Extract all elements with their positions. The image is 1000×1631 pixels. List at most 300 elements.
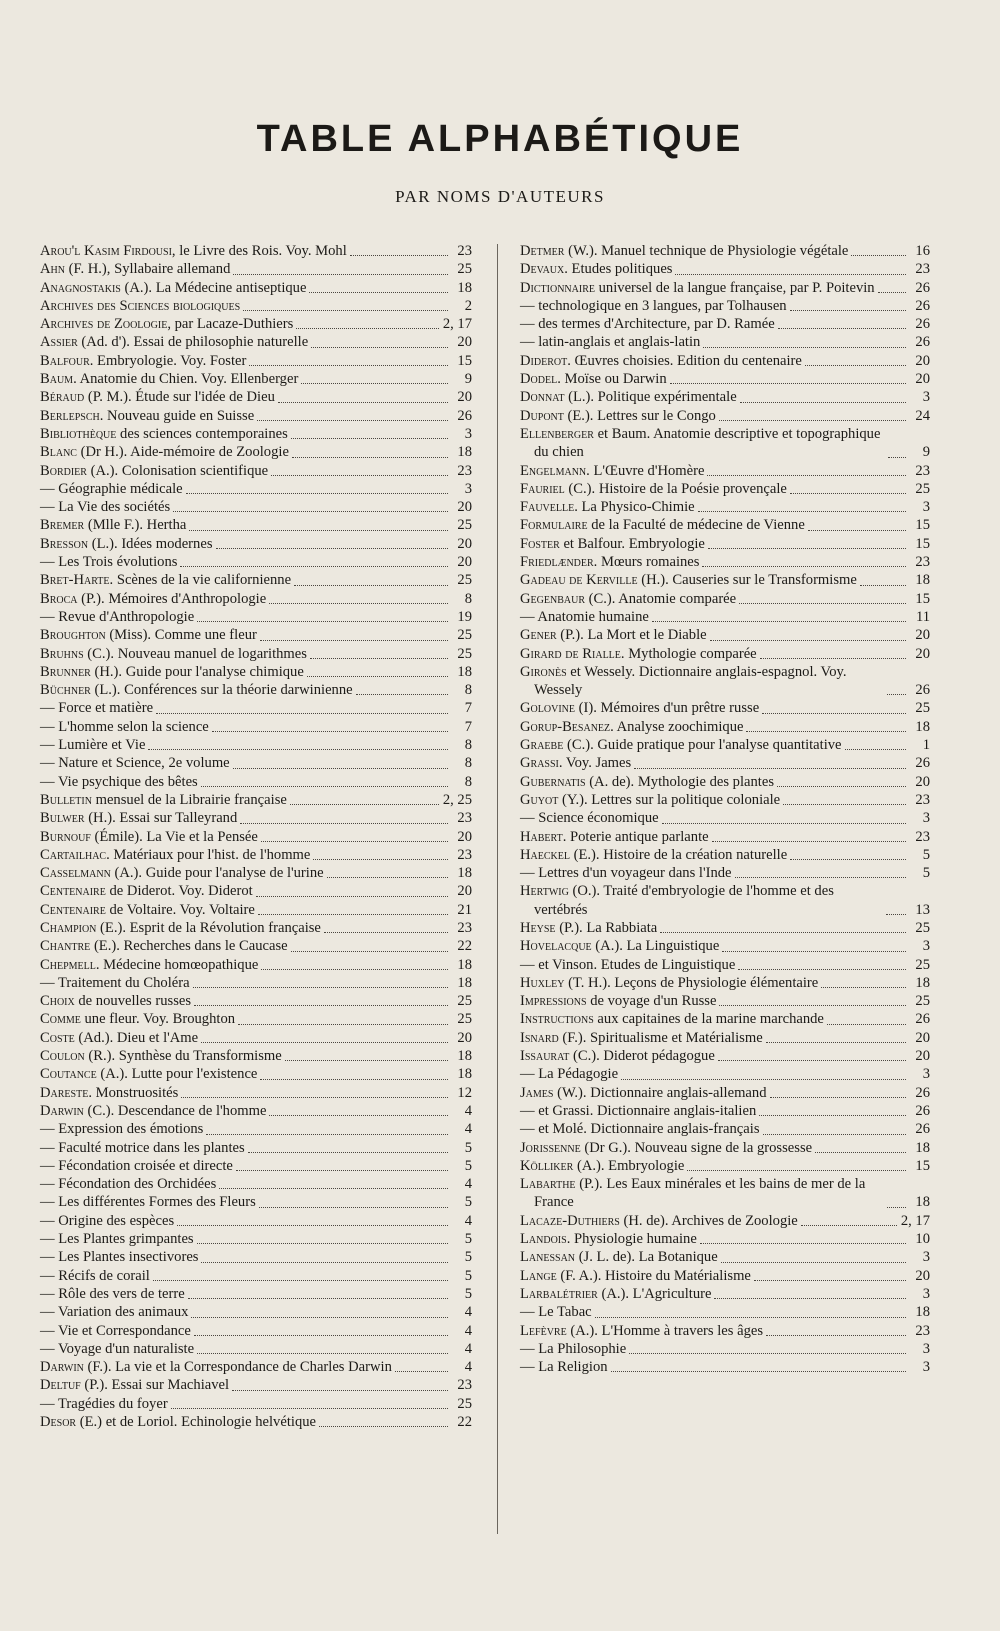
entry-text: — Fécondation croisée et directe — [40, 1157, 233, 1174]
index-entry — [520, 1120, 930, 1138]
entry-title — [40, 718, 209, 736]
entry-author: Gorup-Besanez — [520, 718, 611, 735]
index-entry — [520, 773, 930, 791]
entry-page-number: 25 — [457, 517, 472, 534]
entry-text: (Dr G.). Nouveau signe de la grossesse — [580, 1139, 813, 1156]
dot-leader — [194, 1005, 448, 1006]
entry-author: Bulwer — [40, 810, 85, 827]
dot-leader — [236, 1170, 448, 1171]
entry-author: Assier — [40, 334, 78, 351]
dot-leader — [790, 310, 906, 311]
index-entry — [520, 1358, 930, 1376]
index-entry — [520, 1029, 930, 1047]
entry-text: — latin-anglais et anglais-latin — [520, 334, 701, 351]
entry-text: et Baum. Anatomie descriptive et topographique du chien — [534, 425, 881, 461]
index-entry — [40, 1358, 472, 1376]
entry-text: (A.). La Linguistique — [591, 938, 720, 955]
entry-text: (L.). Idées modernes — [88, 535, 213, 552]
entry-title — [520, 1102, 756, 1120]
entry-title — [520, 992, 716, 1010]
entry-page-number: 5 — [464, 1194, 472, 1211]
index-entry — [40, 498, 472, 516]
entry-title — [40, 498, 170, 516]
entry-text: (Miss). Comme une fleur — [105, 627, 257, 644]
entry-author: Friedlænder — [520, 554, 594, 571]
entry-page-number: 23 — [915, 828, 930, 845]
entry-page-number: 3 — [922, 1285, 930, 1302]
entry-author: Gegenbaur — [520, 590, 585, 607]
entry-text: . Analyse zoochimique — [610, 718, 744, 735]
index-entry — [520, 1303, 930, 1321]
entry-page-number: 25 — [457, 572, 472, 589]
entry-text: (O.). Traité d'embryologie de l'homme et des vertébrés — [534, 883, 834, 918]
dot-leader — [808, 530, 906, 531]
index-entry — [520, 974, 930, 992]
entry-text: (P.). La Mort et le Diable — [556, 627, 707, 644]
entry-page-number: 23 — [915, 791, 930, 808]
index-entry — [520, 864, 930, 882]
index-entry — [520, 736, 930, 754]
dot-leader — [629, 1353, 906, 1354]
entry-page-number: 18 — [457, 865, 472, 882]
entry-title — [40, 773, 198, 791]
index-entry — [40, 937, 472, 955]
dot-leader — [261, 969, 448, 970]
entry-title — [40, 279, 306, 297]
index-entry — [520, 846, 930, 864]
entry-text: . Voy. James — [558, 755, 632, 772]
index-entry — [520, 718, 930, 736]
entry-author: Balfour — [40, 352, 90, 369]
index-entry — [40, 333, 472, 351]
entry-title — [520, 297, 787, 315]
entry-text: (A.). Guide pour l'analyse de l'urine — [110, 865, 324, 882]
entry-text: — Lettres d'un voyageur dans l'Inde — [520, 865, 732, 882]
entry-page-number: 11 — [915, 608, 930, 625]
entry-author: Jorissenne — [520, 1139, 581, 1156]
entry-author: Burnouf — [40, 828, 91, 845]
index-entry — [40, 663, 472, 681]
entry-title — [520, 828, 709, 846]
dot-leader — [310, 658, 448, 659]
entry-author: Brunner — [40, 663, 91, 680]
entry-page-number: 26 — [915, 682, 930, 699]
entry-title — [40, 974, 190, 992]
dot-leader — [790, 493, 906, 494]
dot-leader — [219, 1188, 448, 1189]
index-entry — [520, 882, 930, 919]
entry-page-number: 18 — [915, 1304, 930, 1321]
index-entry — [40, 297, 472, 315]
entry-author: Casselmann — [40, 865, 111, 882]
index-entry — [520, 1285, 930, 1303]
index-entry — [520, 828, 930, 846]
index-entry — [520, 590, 930, 608]
dot-leader — [319, 1426, 448, 1427]
entry-author: Ahn — [40, 261, 65, 278]
dot-leader — [719, 420, 906, 421]
entry-text: (Mlle F.). Hertha — [84, 517, 187, 534]
dot-leader — [395, 1371, 448, 1372]
entry-page-number: 26 — [915, 1011, 930, 1028]
index-entry — [40, 1193, 472, 1211]
entry-title — [40, 516, 186, 534]
entry-title — [520, 1120, 760, 1138]
entry-text: (C.). Descendance de l'homme — [83, 1102, 267, 1119]
dot-leader — [700, 1243, 906, 1244]
dot-leader — [156, 713, 448, 714]
entry-author: Desor — [40, 1414, 77, 1430]
entry-title — [520, 590, 736, 608]
entry-title — [40, 846, 310, 864]
dot-leader — [886, 914, 906, 915]
entry-page-number: 3 — [922, 810, 930, 827]
entry-text: (J. L. de). La Botanique — [575, 1249, 718, 1266]
entry-page-number: 4 — [464, 1102, 472, 1119]
index-entry — [520, 809, 930, 827]
entry-page-number: 5 — [464, 1249, 472, 1266]
dot-leader — [790, 859, 906, 860]
index-entry — [520, 992, 930, 1010]
entry-title — [40, 443, 289, 461]
entry-text: (P.). Mémoires d'Anthropologie — [77, 590, 267, 607]
entry-text: — Lumière et Vie — [40, 737, 146, 754]
index-entry — [520, 480, 930, 498]
dot-leader — [258, 914, 448, 915]
dot-leader — [290, 804, 439, 805]
entry-page-number: 20 — [915, 773, 930, 790]
entry-author: Devaux — [520, 261, 565, 278]
entry-text: (F. A.). Histoire du Matérialisme — [556, 1267, 751, 1284]
entry-title — [40, 736, 145, 754]
entry-text: — Nature et Science, 2e volume — [40, 755, 230, 772]
dot-leader — [888, 457, 906, 458]
entry-title — [520, 571, 857, 589]
dot-leader — [660, 932, 906, 933]
entry-title — [40, 297, 240, 315]
entry-title — [520, 516, 805, 534]
dot-leader — [292, 457, 448, 458]
dot-leader — [177, 1225, 448, 1226]
entry-page-number: 8 — [464, 682, 472, 699]
entry-page-number: 25 — [915, 956, 930, 973]
entry-text: et Balfour. Embryologie — [559, 535, 705, 552]
entry-text: . Monstruosités — [88, 1084, 179, 1101]
entry-author: Broca — [40, 590, 78, 607]
dot-leader — [173, 511, 448, 512]
entry-page-number: 26 — [915, 1102, 930, 1119]
entry-title — [520, 1340, 626, 1358]
index-entry — [520, 1175, 930, 1212]
index-entry — [40, 626, 472, 644]
dot-leader — [301, 383, 448, 384]
dot-leader — [197, 621, 448, 622]
entry-author: Hovelacque — [520, 938, 592, 955]
dot-leader — [294, 585, 448, 586]
dot-leader — [708, 548, 906, 549]
entry-text: — Voyage d'un naturaliste — [40, 1340, 195, 1357]
dot-leader — [714, 1298, 906, 1299]
entry-author: Kölliker — [520, 1157, 574, 1174]
index-entry — [520, 1084, 930, 1102]
index-entry — [40, 1084, 472, 1102]
entry-title — [40, 1157, 233, 1175]
entry-title — [520, 974, 818, 992]
entry-title — [520, 315, 775, 333]
entry-page-number: 15 — [915, 517, 930, 534]
entry-author: Centenaire — [40, 883, 106, 900]
dot-leader — [240, 823, 448, 824]
entry-title — [40, 260, 230, 278]
entry-text: (H.). Causeries sur le Transformisme — [637, 572, 857, 589]
entry-page-number: 20 — [457, 828, 472, 845]
dot-leader — [269, 603, 448, 604]
index-entry — [520, 279, 930, 297]
entry-author: Dupont — [520, 407, 564, 424]
entry-text: (E.) et de Loriol. Echinologie helvétique — [76, 1414, 317, 1430]
entry-text: (F.). Spiritualisme et Matérialisme — [558, 1029, 763, 1046]
dot-leader — [778, 328, 906, 329]
entry-page-number: 16 — [915, 243, 930, 259]
column-divider — [497, 244, 498, 1534]
dot-leader — [148, 749, 448, 750]
entry-text: . Mythologie comparée — [620, 645, 757, 662]
dot-leader — [271, 475, 448, 476]
entry-text: . Médecine homœopathique — [95, 956, 259, 973]
dot-leader — [754, 1280, 906, 1281]
entry-author: Bresson — [40, 535, 89, 552]
entry-page-number: 3 — [464, 425, 472, 442]
entry-text: (Ad.). Dieu et l'Ame — [74, 1029, 199, 1046]
index-entry — [40, 1065, 472, 1083]
dot-leader — [201, 1262, 448, 1263]
index-entry — [40, 1175, 472, 1193]
entry-author: Berlepsch — [40, 407, 100, 424]
index-entry — [40, 846, 472, 864]
dot-leader — [698, 511, 906, 512]
entry-page-number: 4 — [464, 1176, 472, 1193]
entry-page-number: 26 — [915, 1084, 930, 1101]
entry-text: (W.). Dictionnaire anglais-allemand — [553, 1084, 767, 1101]
entry-text: des sciences contemporaines — [116, 425, 288, 442]
entry-page-number: 3 — [922, 1340, 930, 1357]
entry-author: Habert — [520, 828, 563, 845]
entry-page-number: 18 — [457, 956, 472, 973]
entry-text: . Anatomie du Chien. Voy. Ellenberger — [73, 371, 299, 388]
entry-title — [520, 1322, 763, 1340]
entry-text: de Diderot. Voy. Diderot — [105, 883, 253, 900]
index-entry — [40, 1212, 472, 1230]
entry-title — [520, 535, 705, 553]
entry-author: Baum — [40, 371, 74, 388]
entry-text: (E.). Esprit de la Révolution française — [96, 919, 321, 936]
dot-leader — [805, 365, 906, 366]
dot-leader — [257, 420, 448, 421]
entry-page-number: 24 — [915, 407, 930, 424]
dot-leader — [356, 694, 448, 695]
entry-text: . Œuvres choisies. Edition du centenaire — [567, 352, 802, 369]
entry-text: (H. de). Archives de Zoologie — [619, 1212, 798, 1229]
index-entry — [520, 1139, 930, 1157]
index-entry — [520, 645, 930, 663]
entry-page-number: 20 — [915, 1267, 930, 1284]
entry-title — [40, 809, 237, 827]
entry-title — [40, 1285, 185, 1303]
entry-author: Deltuf — [40, 1377, 81, 1394]
entry-text: . Etudes politiques — [564, 261, 673, 278]
entry-page-number: 8 — [464, 590, 472, 607]
entry-page-number: 20 — [457, 499, 472, 516]
index-entry — [40, 828, 472, 846]
index-entry — [520, 462, 930, 480]
entry-page-number: 23 — [915, 1322, 930, 1339]
entry-title — [520, 279, 875, 297]
entry-title — [40, 425, 288, 443]
dot-leader — [256, 896, 448, 897]
entry-title — [40, 315, 293, 333]
entry-page-number: 8 — [464, 737, 472, 754]
index-entry — [40, 1120, 472, 1138]
entry-text: . Embryologie. Voy. Foster — [89, 352, 247, 369]
index-entry — [40, 1267, 472, 1285]
entry-title — [40, 1322, 191, 1340]
dot-leader — [201, 1042, 448, 1043]
entry-page-number: 25 — [457, 1011, 472, 1028]
entry-author: Bruhns — [40, 645, 84, 662]
entry-page-number: 3 — [922, 1066, 930, 1083]
index-entry — [40, 370, 472, 388]
index-entry — [40, 754, 472, 772]
entry-author: Dictionnaire — [520, 279, 595, 296]
entry-text: (C.). Diderot pédagogue — [569, 1048, 715, 1065]
entry-text: (H.). Guide pour l'analyse chimique — [90, 663, 304, 680]
index-entry — [520, 1340, 930, 1358]
entry-text: (E.). Lettres sur le Congo — [563, 407, 716, 424]
entry-author: Labarthe — [520, 1176, 576, 1193]
dot-leader — [197, 1243, 448, 1244]
entry-title — [40, 370, 298, 388]
index-entry — [520, 425, 930, 462]
entry-page-number: 9 — [464, 371, 472, 388]
index-entry — [40, 315, 472, 333]
entry-author: Darwin — [40, 1359, 84, 1376]
entry-author: Dareste — [40, 1084, 89, 1101]
dot-leader — [285, 1060, 448, 1061]
entry-text: (P.). La Rabbiata — [555, 919, 658, 936]
index-entry — [520, 333, 930, 351]
dot-leader — [735, 877, 906, 878]
dot-leader — [707, 475, 906, 476]
dot-leader — [634, 768, 906, 769]
entry-author: Gener — [520, 627, 557, 644]
index-entry — [520, 571, 930, 589]
entry-title — [40, 1340, 194, 1358]
index-entry — [40, 260, 472, 278]
entry-author: Centenaire — [40, 901, 106, 918]
entry-title — [40, 535, 213, 553]
entry-page-number: 3 — [464, 480, 472, 497]
entry-title — [520, 699, 759, 717]
dot-leader — [291, 951, 448, 952]
entry-title — [520, 1084, 767, 1102]
entry-text: (A.). Embryologie — [573, 1157, 685, 1174]
entry-text: — Rôle des vers de terre — [40, 1285, 185, 1302]
index-entry — [40, 1395, 472, 1413]
index-entry — [520, 1047, 930, 1065]
entry-page-number: 25 — [457, 645, 472, 662]
entry-page-number: 12 — [457, 1084, 472, 1101]
entry-page-number: 25 — [915, 480, 930, 497]
dot-leader — [670, 383, 906, 384]
index-entry — [40, 462, 472, 480]
entry-title — [520, 718, 743, 736]
index-entry — [520, 919, 930, 937]
entry-author: Lefèvre — [520, 1322, 567, 1339]
index-entry — [40, 1047, 472, 1065]
entry-page-number: 23 — [457, 243, 472, 259]
entry-text: (A.). L'Agriculture — [597, 1285, 712, 1302]
entry-page-number: 26 — [915, 316, 930, 333]
entry-text: — technologique en 3 langues, par Tolhausen — [520, 297, 787, 314]
entry-text: — Force et matière — [40, 700, 154, 717]
dot-leader — [687, 1170, 906, 1171]
index-entry — [520, 1065, 930, 1083]
entry-author: Chantre — [40, 938, 91, 955]
entry-text: — et Molé. Dictionnaire anglais-français — [520, 1121, 760, 1138]
index-entry — [520, 260, 930, 278]
dot-leader — [243, 310, 448, 311]
entry-author: Broughton — [40, 627, 106, 644]
entry-author: Comme — [40, 1011, 81, 1028]
entry-page-number: 3 — [922, 499, 930, 516]
index-entry — [40, 553, 472, 571]
dot-leader — [762, 713, 906, 714]
dot-leader — [311, 347, 448, 348]
entry-page-number: 20 — [457, 1029, 472, 1046]
entry-title — [520, 1248, 718, 1266]
dot-leader — [233, 274, 448, 275]
entry-page-number: 26 — [915, 755, 930, 772]
entry-page-number: 4 — [464, 1340, 472, 1357]
entry-author: Coutance — [40, 1066, 97, 1083]
entry-author: Foster — [520, 535, 560, 552]
dot-leader — [260, 1079, 448, 1080]
entry-author: James — [520, 1084, 554, 1101]
entry-text: (Dr H.). Aide-mémoire de Zoologie — [76, 444, 289, 461]
entry-author: Lange — [520, 1267, 557, 1284]
entry-title — [40, 828, 258, 846]
entry-title — [40, 388, 275, 406]
index-entry — [40, 718, 472, 736]
entry-text: (F. H.), Syllabaire allemand — [64, 261, 231, 278]
index-entry — [520, 754, 930, 772]
entry-title — [520, 1267, 751, 1285]
entry-author: Landois — [520, 1231, 567, 1248]
entry-text: — Géographie médicale — [40, 480, 183, 497]
entry-text: (C.). Anatomie comparée — [584, 590, 737, 607]
entry-page-number: 4 — [464, 1121, 472, 1138]
entry-title — [520, 1029, 763, 1047]
entry-title — [40, 1303, 188, 1321]
index-entry — [40, 1340, 472, 1358]
entry-page-number: 20 — [915, 627, 930, 644]
entry-text: — Vie psychique des bêtes — [40, 773, 198, 790]
index-entry — [40, 1010, 472, 1028]
entry-text: (E.). Histoire de la création naturelle — [569, 846, 788, 863]
entry-text: . Mœurs romaines — [593, 554, 700, 571]
entry-text: (E.). Recherches dans le Caucase — [90, 938, 288, 955]
index-entry — [520, 608, 930, 626]
